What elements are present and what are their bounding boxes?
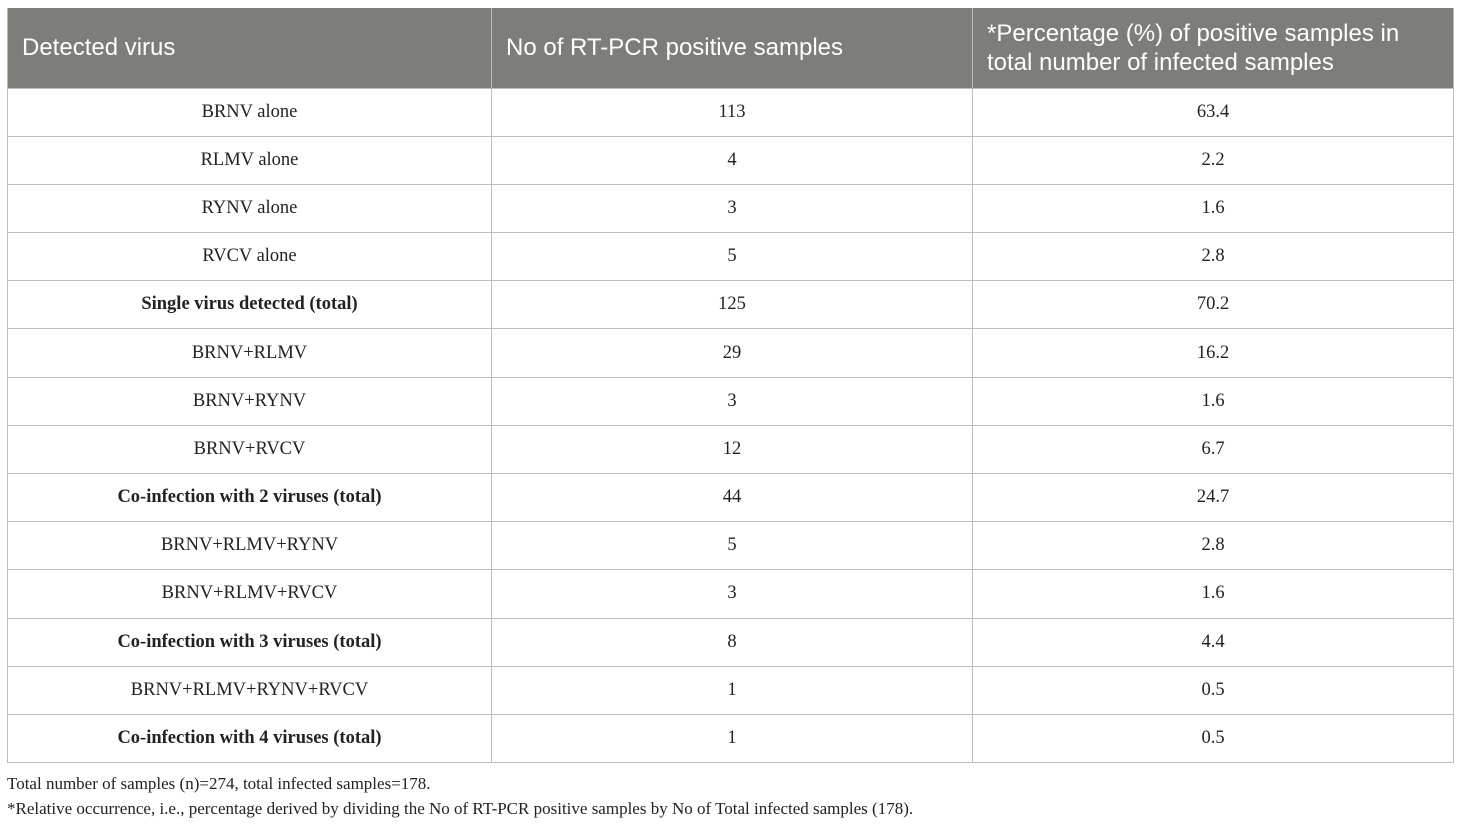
percentage-cell: 2.2: [973, 136, 1454, 184]
percentage-cell: 16.2: [973, 329, 1454, 377]
percentage-cell: 4.4: [973, 618, 1454, 666]
percentage-cell: 1.6: [973, 184, 1454, 232]
footnote-sample-totals: Total number of samples (n)=274, total infected samples=178.: [7, 774, 431, 793]
positive-count-cell: 3: [492, 377, 973, 425]
percentage-cell: 2.8: [973, 522, 1454, 570]
virus-name-cell: BRNV+RVCV: [8, 425, 492, 473]
table-row: [8, 329, 1454, 377]
virus-name-cell: RLMV alone: [8, 136, 492, 184]
positive-count-cell: 5: [492, 233, 973, 281]
percentage-cell: 0.5: [973, 666, 1454, 714]
percentage-cell: 0.5: [973, 714, 1454, 762]
percentage-cell: 63.4: [973, 88, 1454, 136]
table-row: [8, 425, 1454, 473]
virus-name-cell: Single virus detected (total): [8, 281, 492, 329]
table-row: [8, 377, 1454, 425]
virus-name-cell: BRNV+RLMV+RYNV+RVCV: [8, 666, 492, 714]
virus-name-cell: BRNV alone: [8, 88, 492, 136]
positive-count-cell: 29: [492, 329, 973, 377]
table-row: [8, 88, 1454, 136]
table-row: [8, 666, 1454, 714]
percentage-cell: 24.7: [973, 474, 1454, 522]
positive-count-cell: 12: [492, 425, 973, 473]
positive-count-cell: 5: [492, 522, 973, 570]
virus-name-cell: Co-infection with 3 viruses (total): [8, 618, 492, 666]
positive-count-cell: 44: [492, 474, 973, 522]
table-row: [8, 136, 1454, 184]
virus-name-cell: BRNV+RYNV: [8, 377, 492, 425]
virus-name-cell: RYNV alone: [8, 184, 492, 232]
header-rt-pcr-positive-count: No of RT-PCR positive samples: [492, 8, 973, 88]
header-percentage-positive: *Percentage (%) of positive samples in total number of infected samples: [973, 8, 1454, 88]
virus-name-cell: Co-infection with 2 viruses (total): [8, 474, 492, 522]
positive-count-cell: 1: [492, 666, 973, 714]
virus-detection-table: [7, 8, 1454, 763]
percentage-cell: 1.6: [973, 377, 1454, 425]
virus-name-cell: Co-infection with 4 viruses (total): [8, 714, 492, 762]
percentage-cell: 2.8: [973, 233, 1454, 281]
percentage-cell: 70.2: [973, 281, 1454, 329]
header-detected-virus: Detected virus: [8, 8, 492, 88]
table-row: [8, 570, 1454, 618]
table-row-total: [8, 714, 1454, 762]
table-row-total: [8, 281, 1454, 329]
header-row: [8, 8, 1454, 88]
table-row-total: [8, 474, 1454, 522]
virus-name-cell: BRNV+RLMV: [8, 329, 492, 377]
virus-detection-table-container: [7, 8, 1453, 763]
table-row: [8, 233, 1454, 281]
percentage-cell: 6.7: [973, 425, 1454, 473]
table-header: [8, 8, 1454, 88]
table-body: [8, 88, 1454, 763]
positive-count-cell: 8: [492, 618, 973, 666]
table-footnotes: [7, 771, 913, 821]
positive-count-cell: 4: [492, 136, 973, 184]
table-row-total: [8, 618, 1454, 666]
virus-name-cell: BRNV+RLMV+RVCV: [8, 570, 492, 618]
virus-name-cell: RVCV alone: [8, 233, 492, 281]
virus-name-cell: BRNV+RLMV+RYNV: [8, 522, 492, 570]
positive-count-cell: 113: [492, 88, 973, 136]
positive-count-cell: 3: [492, 184, 973, 232]
positive-count-cell: 3: [492, 570, 973, 618]
percentage-cell: 1.6: [973, 570, 1454, 618]
positive-count-cell: 1: [492, 714, 973, 762]
table-row: [8, 184, 1454, 232]
footnote-relative-occurrence: *Relative occurrence, i.e., percentage derived by dividing the No of RT-PCR positive samples by No of Total infected samples (178).: [7, 799, 914, 818]
table-row: [8, 522, 1454, 570]
positive-count-cell: 125: [492, 281, 973, 329]
